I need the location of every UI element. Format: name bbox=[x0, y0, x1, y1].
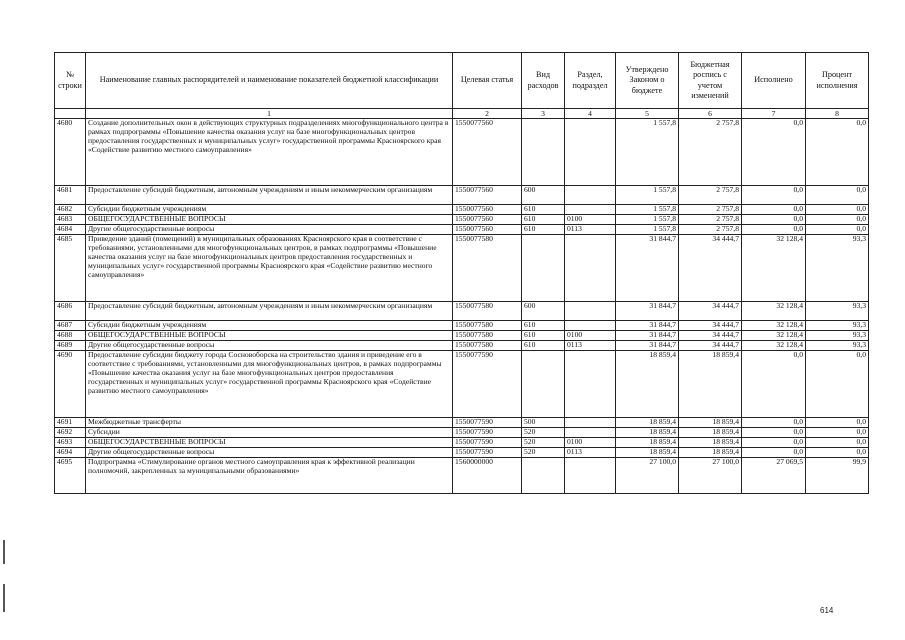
budget-list-amount: 18 859,4 bbox=[679, 418, 742, 428]
expense-type: 600 bbox=[522, 302, 565, 321]
expense-type bbox=[522, 235, 565, 302]
budget-list-amount: 34 444,7 bbox=[679, 321, 742, 331]
executed-amount: 0,0 bbox=[742, 438, 806, 448]
execution-percent: 0,0 bbox=[806, 448, 869, 458]
column-number: 4 bbox=[565, 109, 616, 119]
approved-amount: 31 844,7 bbox=[616, 341, 679, 351]
approved-amount: 31 844,7 bbox=[616, 235, 679, 302]
row-number: 4685 bbox=[55, 235, 86, 302]
header-name: Наименование главных распорядителей и наименование показателей бюджетной классификации bbox=[86, 53, 453, 109]
table-row bbox=[55, 331, 869, 341]
row-name: Межбюджетные трансферты bbox=[86, 418, 453, 428]
table-row bbox=[55, 448, 869, 458]
row-name: Другие общегосударственные вопросы bbox=[86, 225, 453, 235]
header-budget-list: Бюджетная роспись с учетом изменений bbox=[679, 53, 742, 109]
column-number-row bbox=[55, 109, 869, 119]
budget-list-amount: 34 444,7 bbox=[679, 331, 742, 341]
column-number: 1 bbox=[86, 109, 453, 119]
budget-list-amount: 34 444,7 bbox=[679, 302, 742, 321]
executed-amount: 0,0 bbox=[742, 225, 806, 235]
executed-amount: 0,0 bbox=[742, 428, 806, 438]
table-row bbox=[55, 438, 869, 448]
section-code: 0113 bbox=[565, 225, 616, 235]
row-number: 4690 bbox=[55, 351, 86, 418]
header-section: Раздел, подраздел bbox=[565, 53, 616, 109]
row-number: 4683 bbox=[55, 215, 86, 225]
header-approved: Утверждено Законом о бюджете bbox=[616, 53, 679, 109]
row-number: 4681 bbox=[55, 186, 86, 205]
scan-edge-mark-bottom bbox=[3, 584, 5, 612]
approved-amount: 31 844,7 bbox=[616, 321, 679, 331]
executed-amount: 32 128,4 bbox=[742, 331, 806, 341]
row-number: 4693 bbox=[55, 438, 86, 448]
section-code: 0100 bbox=[565, 331, 616, 341]
budget-list-amount: 18 859,4 bbox=[679, 351, 742, 418]
column-number: 2 bbox=[453, 109, 522, 119]
target-code: 1550077590 bbox=[453, 448, 522, 458]
target-code: 1550077560 bbox=[453, 186, 522, 205]
table-row bbox=[55, 119, 869, 186]
budget-list-amount: 27 100,0 bbox=[679, 458, 742, 494]
target-code: 1550077560 bbox=[453, 119, 522, 186]
approved-amount: 31 844,7 bbox=[616, 302, 679, 321]
executed-amount: 32 128,4 bbox=[742, 321, 806, 331]
row-name: ОБЩЕГОСУДАРСТВЕННЫЕ ВОПРОСЫ bbox=[86, 331, 453, 341]
target-code: 1550077580 bbox=[453, 341, 522, 351]
target-code: 1550077560 bbox=[453, 215, 522, 225]
page-number: 614 bbox=[820, 606, 834, 615]
executed-amount: 32 128,4 bbox=[742, 341, 806, 351]
execution-percent: 93,3 bbox=[806, 235, 869, 302]
approved-amount: 1 557,8 bbox=[616, 205, 679, 215]
section-code: 0113 bbox=[565, 341, 616, 351]
row-name: Субсидии бюджетным учреждениям bbox=[86, 321, 453, 331]
header-target-code: Целевая статья bbox=[453, 53, 522, 109]
executed-amount: 0,0 bbox=[742, 215, 806, 225]
header-row-number: № строки bbox=[55, 53, 86, 109]
row-number: 4694 bbox=[55, 448, 86, 458]
row-name: Приведение зданий (помещений) в муниципальных образованиях Красноярского края в соответствие с требованиями, установленными для многофункциональных центров, в рамках подпрограммы «Повышение качества оказания услуг на базе многофункциональных центров предоставления государственных и муниципальных услуг» государственной программы Красноярского края «Содействие развитию местного самоуправления» bbox=[86, 235, 453, 302]
executed-amount: 27 069,5 bbox=[742, 458, 806, 494]
table-row bbox=[55, 321, 869, 331]
row-number: 4680 bbox=[55, 119, 86, 186]
column-number: 5 bbox=[616, 109, 679, 119]
table-row bbox=[55, 351, 869, 418]
budget-list-amount: 2 757,8 bbox=[679, 119, 742, 186]
expense-type: 610 bbox=[522, 215, 565, 225]
approved-amount: 18 859,4 bbox=[616, 418, 679, 428]
expense-type: 610 bbox=[522, 341, 565, 351]
header-expense-type: Вид расходов bbox=[522, 53, 565, 109]
section-code bbox=[565, 186, 616, 205]
row-number: 4684 bbox=[55, 225, 86, 235]
row-number: 4686 bbox=[55, 302, 86, 321]
executed-amount: 0,0 bbox=[742, 418, 806, 428]
executed-amount: 32 128,4 bbox=[742, 235, 806, 302]
execution-percent: 0,0 bbox=[806, 205, 869, 215]
expense-type: 610 bbox=[522, 321, 565, 331]
row-name: ОБЩЕГОСУДАРСТВЕННЫЕ ВОПРОСЫ bbox=[86, 215, 453, 225]
row-number: 4695 bbox=[55, 458, 86, 494]
approved-amount: 18 859,4 bbox=[616, 351, 679, 418]
expense-type bbox=[522, 119, 565, 186]
section-code bbox=[565, 321, 616, 331]
execution-percent: 93,3 bbox=[806, 331, 869, 341]
execution-percent: 99,9 bbox=[806, 458, 869, 494]
expense-type: 610 bbox=[522, 225, 565, 235]
executed-amount: 0,0 bbox=[742, 186, 806, 205]
table-row bbox=[55, 341, 869, 351]
section-code bbox=[565, 458, 616, 494]
execution-percent: 93,3 bbox=[806, 302, 869, 321]
approved-amount: 1 557,8 bbox=[616, 225, 679, 235]
expense-type: 610 bbox=[522, 205, 565, 215]
section-code bbox=[565, 302, 616, 321]
row-number: 4691 bbox=[55, 418, 86, 428]
target-code: 1550077560 bbox=[453, 205, 522, 215]
row-number: 4688 bbox=[55, 331, 86, 341]
row-name: Субсидии бюджетным учреждениям bbox=[86, 205, 453, 215]
expense-type: 520 bbox=[522, 428, 565, 438]
execution-percent: 0,0 bbox=[806, 428, 869, 438]
row-name: Другие общегосударственные вопросы bbox=[86, 341, 453, 351]
execution-percent: 0,0 bbox=[806, 119, 869, 186]
approved-amount: 1 557,8 bbox=[616, 215, 679, 225]
approved-amount: 18 859,4 bbox=[616, 428, 679, 438]
table-row bbox=[55, 235, 869, 302]
section-code bbox=[565, 351, 616, 418]
target-code: 1550077590 bbox=[453, 428, 522, 438]
budget-list-amount: 2 757,8 bbox=[679, 205, 742, 215]
column-number: 6 bbox=[679, 109, 742, 119]
table-header-row bbox=[55, 53, 869, 109]
expense-type bbox=[522, 351, 565, 418]
budget-list-amount: 18 859,4 bbox=[679, 428, 742, 438]
target-code: 1550077580 bbox=[453, 331, 522, 341]
row-name: ОБЩЕГОСУДАРСТВЕННЫЕ ВОПРОСЫ bbox=[86, 438, 453, 448]
expense-type: 500 bbox=[522, 418, 565, 428]
target-code: 1550077580 bbox=[453, 321, 522, 331]
target-code: 1550077580 bbox=[453, 235, 522, 302]
execution-percent: 0,0 bbox=[806, 225, 869, 235]
row-name: Другие общегосударственные вопросы bbox=[86, 448, 453, 458]
budget-list-amount: 2 757,8 bbox=[679, 215, 742, 225]
execution-percent: 0,0 bbox=[806, 215, 869, 225]
row-number: 4689 bbox=[55, 341, 86, 351]
section-code bbox=[565, 428, 616, 438]
section-code: 0100 bbox=[565, 438, 616, 448]
column-number: 7 bbox=[742, 109, 806, 119]
target-code: 1550077590 bbox=[453, 438, 522, 448]
section-code bbox=[565, 119, 616, 186]
expense-type: 610 bbox=[522, 331, 565, 341]
column-number bbox=[55, 109, 86, 119]
expense-type: 520 bbox=[522, 438, 565, 448]
expense-type: 600 bbox=[522, 186, 565, 205]
executed-amount: 0,0 bbox=[742, 205, 806, 215]
row-name: Предоставление субсидий бюджетным, автономным учреждениям и иным некоммерческим организациям bbox=[86, 186, 453, 205]
table-row bbox=[55, 215, 869, 225]
approved-amount: 18 859,4 bbox=[616, 448, 679, 458]
table-row bbox=[55, 186, 869, 205]
approved-amount: 18 859,4 bbox=[616, 438, 679, 448]
budget-list-amount: 18 859,4 bbox=[679, 448, 742, 458]
approved-amount: 31 844,7 bbox=[616, 331, 679, 341]
table-row bbox=[55, 458, 869, 494]
execution-percent: 93,3 bbox=[806, 341, 869, 351]
expense-type: 520 bbox=[522, 448, 565, 458]
scan-edge-mark-top bbox=[3, 540, 5, 564]
execution-percent: 0,0 bbox=[806, 186, 869, 205]
row-number: 4682 bbox=[55, 205, 86, 215]
approved-amount: 1 557,8 bbox=[616, 119, 679, 186]
row-name: Создание дополнительных окон в действующих структурных подразделениях многофункционального центра в рамках подпрограммы «Повышение качества оказания услуг на базе многофункциональных центров предоставления государственных и муниципальных услуг» государственной программы Красноярского края «Содействие развитию местного самоуправления» bbox=[86, 119, 453, 186]
budget-list-amount: 18 859,4 bbox=[679, 438, 742, 448]
table-row bbox=[55, 225, 869, 235]
row-number: 4687 bbox=[55, 321, 86, 331]
executed-amount: 0,0 bbox=[742, 119, 806, 186]
target-code: 1550077590 bbox=[453, 351, 522, 418]
expense-type bbox=[522, 458, 565, 494]
budget-list-amount: 34 444,7 bbox=[679, 341, 742, 351]
approved-amount: 27 100,0 bbox=[616, 458, 679, 494]
execution-percent: 0,0 bbox=[806, 351, 869, 418]
section-code: 0100 bbox=[565, 215, 616, 225]
executed-amount: 0,0 bbox=[742, 351, 806, 418]
executed-amount: 0,0 bbox=[742, 448, 806, 458]
section-code: 0113 bbox=[565, 448, 616, 458]
header-executed: Исполнено bbox=[742, 53, 806, 109]
budget-list-amount: 2 757,8 bbox=[679, 186, 742, 205]
budget-list-amount: 34 444,7 bbox=[679, 235, 742, 302]
section-code bbox=[565, 205, 616, 215]
budget-list-amount: 2 757,8 bbox=[679, 225, 742, 235]
target-code: 1550077560 bbox=[453, 225, 522, 235]
section-code bbox=[565, 418, 616, 428]
executed-amount: 32 128,4 bbox=[742, 302, 806, 321]
table-row bbox=[55, 205, 869, 215]
target-code: 1550077580 bbox=[453, 302, 522, 321]
table-row bbox=[55, 428, 869, 438]
section-code bbox=[565, 235, 616, 302]
column-number: 3 bbox=[522, 109, 565, 119]
table-row bbox=[55, 302, 869, 321]
row-name: Субсидии bbox=[86, 428, 453, 438]
header-percent: Процент исполнения bbox=[806, 53, 869, 109]
row-name: Предоставление субсидии бюджету города Сосновоборска на строительство здания и приведение его в соответствие с требованиями, установленными для многофункциональных центров, в рамках подпрограммы «Повышение качества оказания услуг на базе многофункциональных центров предоставления государственных и муниципальных услуг» государственной программы Красноярского края «Содействие развитию местного самоуправления» bbox=[86, 351, 453, 418]
execution-percent: 0,0 bbox=[806, 438, 869, 448]
approved-amount: 1 557,8 bbox=[616, 186, 679, 205]
row-number: 4692 bbox=[55, 428, 86, 438]
execution-percent: 93,3 bbox=[806, 321, 869, 331]
target-code: 1550077590 bbox=[453, 418, 522, 428]
column-number: 8 bbox=[806, 109, 869, 119]
target-code: 1560000000 bbox=[453, 458, 522, 494]
row-name: Предоставление субсидий бюджетным, автономным учреждениям и иным некоммерческим организациям bbox=[86, 302, 453, 321]
table-row bbox=[55, 418, 869, 428]
budget-table bbox=[54, 52, 869, 494]
execution-percent: 0,0 bbox=[806, 418, 869, 428]
row-name: Подпрограмма «Стимулирование органов местного самоуправления края к эффективной реализации полномочий, закрепленных за муниципальными образованиями» bbox=[86, 458, 453, 494]
